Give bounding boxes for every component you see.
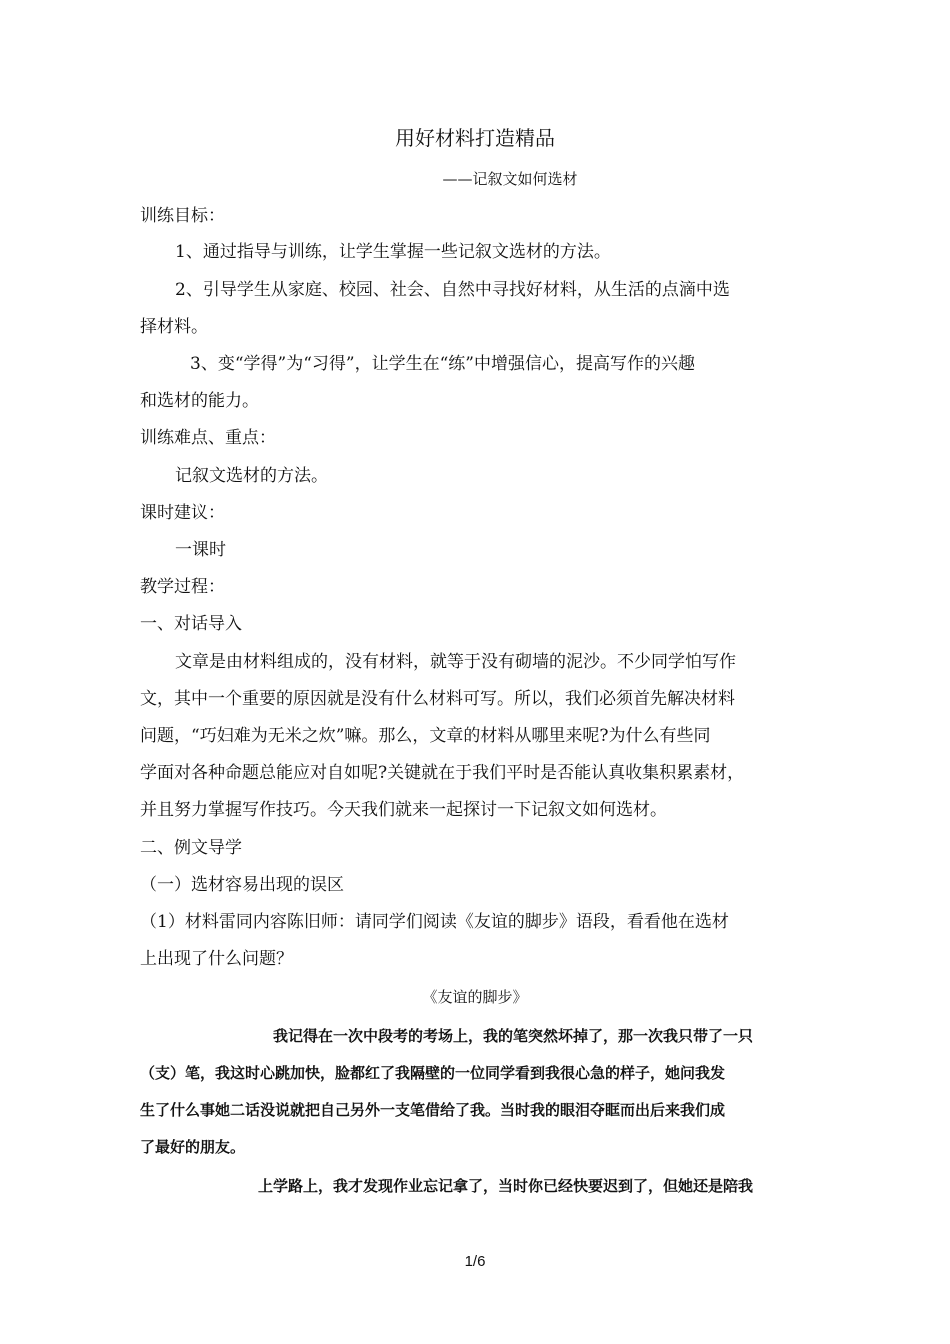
goal-item-1: 1、通过指导与训练，让学生掌握一些记叙文选材的方法。 [175,242,611,262]
goal-item-2-cont: 择材料。 [140,317,208,337]
page-number: 1/6 [464,1253,486,1270]
heading-process: 教学过程： [140,577,225,597]
heading-training-goal: 训练目标： [140,206,225,226]
paragraph-line: 文，其中一个重要的原因就是没有什么材料可写。所以，我们必须首先解决材料 [140,689,735,709]
heading-class-hours: 课时建议： [140,503,225,523]
essay-title: 《友谊的脚步》 [422,988,528,1006]
class-hours-text: 一课时 [175,540,226,560]
goal-item-3: 3、变“学得”为“习得”，让学生在“练”中增强信心，提高写作的兴趣 [190,354,695,374]
subsection-misconceptions: （一）选材容易出现的误区 [140,875,344,895]
section-dialogue-intro: 一、对话导入 [140,614,242,634]
heading-difficulty: 训练难点、重点： [140,428,276,448]
paragraph-line: 问题，“巧妇难为无米之炊”嘛。那么，文章的材料从哪里来呢?为什么有些同 [140,726,711,746]
difficulty-text: 记叙文选材的方法。 [175,466,328,486]
document-subtitle: ——记叙文如何选材 [442,170,578,188]
paragraph-line: 上出现了什么问题？ [140,949,293,969]
essay-line: 我记得在一次中段考的考场上，我的笔突然坏掉了，那一次我只带了一只 [273,1027,754,1045]
essay-line: 生了什么事她二话没说就把自己另外一支笔借给了我。当时我的眼泪夺眶而出后来我们成 [140,1101,726,1119]
document-title: 用好材料打造精品 [395,126,555,150]
section-example-study: 二、例文导学 [140,838,242,858]
paragraph-line: 学面对各种命题总能应对自如呢?关键就在于我们平时是否能认真收集积累素材， [140,763,745,783]
paragraph-line: 并且努力掌握写作技巧。今天我们就来一起探讨一下记叙文如何选材。 [140,800,667,820]
goal-item-2: 2、引导学生从家庭、校园、社会、自然中寻找好材料，从生活的点滴中选 [175,280,730,300]
paragraph-line: （1）材料雷同内容陈旧师：请同学们阅读《友谊的脚步》语段，看看他在选材 [140,912,729,932]
paragraph-line: 文章是由材料组成的，没有材料，就等于没有砌墙的泥沙。不少同学怕写作 [175,652,736,672]
essay-line: （支）笔，我这时心跳加快，脸都红了我隔壁的一位同学看到我很心急的样子，她问我发 [140,1064,726,1082]
essay-line: 了最好的朋友。 [140,1138,246,1156]
goal-item-3-cont: 和选材的能力。 [140,391,259,411]
essay-line: 上学路上，我才发现作业忘记拿了，当时你已经快要迟到了，但她还是陪我 [258,1177,754,1195]
